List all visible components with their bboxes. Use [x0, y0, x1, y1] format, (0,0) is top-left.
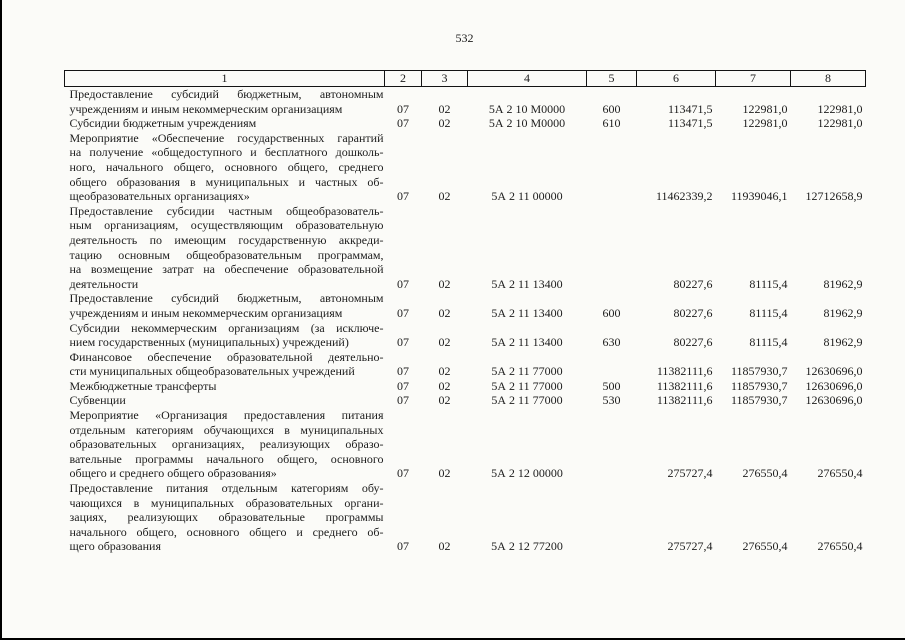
cell-amount-year3: 12630696,0	[805, 364, 863, 379]
row-label	[65, 291, 385, 320]
cell-target-article-code: 5А 2 11 13400	[491, 305, 563, 320]
cell-expense-type-code: 600	[602, 305, 621, 320]
row-label	[65, 393, 385, 408]
row-label	[65, 321, 385, 350]
column-header-4: 4	[468, 71, 587, 87]
label-line: ным организациям, осуществляющим образовательную	[69, 218, 384, 233]
label-line: щего образования	[69, 539, 161, 554]
cell-section-code: 07	[397, 466, 409, 481]
cell-section-code: 07	[397, 189, 409, 204]
cell-amount-year2: 122981,0	[742, 101, 788, 116]
label-line: нием государственных (муниципальных) учреждений)	[69, 335, 349, 350]
label-line: учреждениям и иным некоммерческим организациям	[69, 101, 343, 116]
page-number: 532	[455, 31, 474, 45]
cell-amount-year2: 276550,4	[742, 466, 788, 481]
cell-subsection-code: 02	[438, 116, 451, 131]
cell-subsection-code: 02	[438, 101, 451, 116]
cell-subsection-code: 02	[438, 539, 451, 554]
cell-amount-year2: 11857930,7	[730, 364, 788, 379]
column-header-6: 6	[637, 71, 716, 87]
cell-amount-year2: 122981,0	[742, 116, 788, 131]
cell-subsection-code: 02	[438, 305, 451, 320]
cell-subsection-code: 02	[438, 189, 451, 204]
label-line: Субвенции	[69, 393, 126, 408]
cell-amount-year1: 11462339,2	[655, 189, 713, 204]
cell-amount-year1: 11382111,6	[656, 378, 713, 393]
cell-target-article-code: 5А 2 11 13400	[491, 276, 563, 291]
cell-amount-year2: 11857930,7	[730, 378, 788, 393]
row-label	[65, 379, 385, 394]
label-line: начального общего, основного общего и среднего об-	[69, 524, 384, 539]
cell-amount-year2: 81115,4	[749, 335, 788, 350]
cell-amount-year1: 275727,4	[667, 539, 713, 554]
cell-subsection-code: 02	[438, 276, 451, 291]
cell-amount-year3: 81962,9	[823, 305, 863, 320]
table-row	[65, 379, 866, 394]
table-body	[65, 87, 866, 555]
label-line: Предоставление субсидии частным общеобразователь-	[69, 203, 384, 218]
label-line: Предоставление субсидий бюджетным, автономным	[69, 87, 384, 101]
cell-section-code: 07	[397, 539, 409, 554]
cell-amount-year3: 122981,0	[817, 101, 863, 116]
cell-section-code: 07	[397, 276, 409, 291]
label-line: Мероприятие «Обеспечение государственных гарантий	[69, 130, 384, 145]
cell-amount-year2: 276550,4	[742, 539, 788, 554]
label-line: тацию основным общеобразовательным программам,	[69, 247, 384, 262]
label-line: деятельности	[69, 276, 139, 291]
cell-expense-type-code	[587, 481, 637, 554]
cell-target-article-code: 5А 2 10 М0000	[488, 116, 566, 131]
table-row	[65, 204, 866, 292]
cell-section-code: 07	[397, 335, 409, 350]
cell-amount-year3: 122981,0	[817, 116, 863, 131]
cell-amount-year3: 12712658,9	[805, 189, 863, 204]
cell-subsection-code: 02	[438, 466, 451, 481]
row-label	[65, 481, 385, 554]
cell-section-code: 07	[397, 393, 409, 408]
label-line: зациях, реализующих образовательные программы	[69, 510, 384, 525]
table-row	[65, 131, 866, 204]
cell-amount-year1: 80227,6	[673, 276, 713, 291]
column-header-7: 7	[716, 71, 791, 87]
cell-expense-type-code	[587, 408, 637, 481]
label-line: образовательных организациях, реализующих образо-	[69, 437, 384, 452]
cell-amount-year3: 12630696,0	[805, 378, 863, 393]
cell-expense-type-code	[587, 350, 637, 379]
cell-expense-type-code: 500	[602, 378, 621, 393]
cell-amount-year3: 12630696,0	[805, 393, 863, 408]
row-label	[65, 131, 385, 204]
cell-amount-year2: 81115,4	[749, 305, 788, 320]
column-header-1: 1	[65, 71, 385, 87]
label-line: отдельным категориям обучающихся в муниципальных	[69, 422, 384, 437]
cell-target-article-code: 5А 2 11 13400	[491, 335, 563, 350]
cell-subsection-code: 02	[438, 378, 451, 393]
label-line: Предоставление питания отдельным категориям обу-	[69, 481, 384, 496]
cell-amount-year2: 81115,4	[749, 276, 788, 291]
column-header-8: 8	[791, 71, 866, 87]
cell-section-code: 07	[397, 364, 409, 379]
cell-subsection-code: 02	[438, 364, 451, 379]
cell-target-article-code: 5А 2 10 М0000	[488, 101, 566, 116]
table-row	[65, 393, 866, 408]
cell-target-article-code: 5А 2 12 00000	[491, 466, 563, 481]
label-line: Финансовое обеспечение образовательной деятельно-	[69, 349, 384, 364]
label-line: Мероприятие «Организация предоставления питания	[69, 408, 384, 423]
cell-target-article-code: 5А 2 12 77200	[491, 539, 563, 554]
column-header-2: 2	[385, 71, 422, 87]
table-row	[65, 291, 866, 320]
cell-target-article-code: 5А 2 11 77000	[491, 393, 563, 408]
cell-amount-year3: 276550,4	[817, 466, 863, 481]
cell-target-article-code: 5А 2 11 00000	[491, 189, 563, 204]
cell-amount-year3: 81962,9	[823, 335, 863, 350]
column-header-5: 5	[587, 71, 637, 87]
label-line: учреждениям и иным некоммерческим организациям	[69, 305, 343, 320]
label-line: ного, начального общего, основного общего, среднего	[69, 159, 384, 174]
label-line: деятельность по имеющим государственную аккреди-	[69, 232, 384, 247]
cell-amount-year1: 80227,6	[673, 335, 713, 350]
cell-target-article-code: 5А 2 11 77000	[491, 378, 563, 393]
cell-amount-year3: 276550,4	[817, 539, 863, 554]
cell-subsection-code: 02	[438, 393, 451, 408]
cell-section-code: 07	[397, 116, 409, 131]
cell-expense-type-code: 610	[602, 116, 621, 131]
cell-expense-type-code: 630	[602, 335, 621, 350]
cell-section-code: 07	[397, 305, 409, 320]
cell-expense-type-code	[587, 204, 637, 292]
table-row	[65, 321, 866, 350]
label-line: Субсидии бюджетным учреждениям	[69, 116, 257, 131]
cell-amount-year3: 81962,9	[823, 276, 863, 291]
cell-amount-year1: 113471,5	[667, 101, 713, 116]
label-line: вательные программы начального общего, основного	[69, 451, 384, 466]
label-line: чающихся в муниципальных образовательных органи-	[69, 495, 384, 510]
table-row	[65, 408, 866, 481]
cell-amount-year2: 11939046,1	[730, 189, 788, 204]
row-label	[65, 87, 385, 117]
budget-table	[64, 70, 866, 554]
label-line: Субсидии некоммерческим организациям (за исключе-	[69, 320, 384, 335]
label-line: щеобразовательных организациях»	[69, 189, 250, 204]
label-line: Предоставление субсидий бюджетным, автономным	[69, 291, 384, 306]
cell-amount-year1: 275727,4	[667, 466, 713, 481]
header-row	[65, 71, 866, 87]
cell-amount-year1: 80227,6	[673, 305, 713, 320]
cell-amount-year1: 113471,5	[667, 116, 713, 131]
table-row	[65, 481, 866, 554]
row-label	[65, 204, 385, 292]
row-label	[65, 350, 385, 379]
cell-section-code: 07	[397, 101, 409, 116]
cell-subsection-code: 02	[438, 335, 451, 350]
table-header	[65, 71, 866, 87]
cell-target-article-code: 5А 2 11 77000	[491, 364, 563, 379]
cell-amount-year2: 11857930,7	[730, 393, 788, 408]
row-label	[65, 116, 385, 131]
label-line: на получение «общедоступного и бесплатного дошколь-	[69, 145, 384, 160]
label-line: на возмещение затрат на обеспечение образовательной	[69, 262, 384, 277]
cell-amount-year1: 11382111,6	[656, 364, 713, 379]
table-row	[65, 116, 866, 131]
cell-section-code: 07	[397, 378, 409, 393]
table-row	[65, 350, 866, 379]
cell-expense-type-code: 600	[602, 101, 621, 116]
label-line: общего и среднего общего образования»	[69, 466, 277, 481]
label-line: Межбюджетные трансферты	[69, 378, 217, 393]
cell-amount-year1: 11382111,6	[656, 393, 713, 408]
cell-expense-type-code: 530	[602, 393, 621, 408]
label-line: общего образования в муниципальных и частных об-	[69, 174, 384, 189]
column-header-3: 3	[422, 71, 468, 87]
row-label	[65, 408, 385, 481]
table-row	[65, 87, 866, 117]
label-line: сти муниципальных общеобразовательных учреждений	[69, 364, 355, 379]
cell-expense-type-code	[587, 131, 637, 204]
